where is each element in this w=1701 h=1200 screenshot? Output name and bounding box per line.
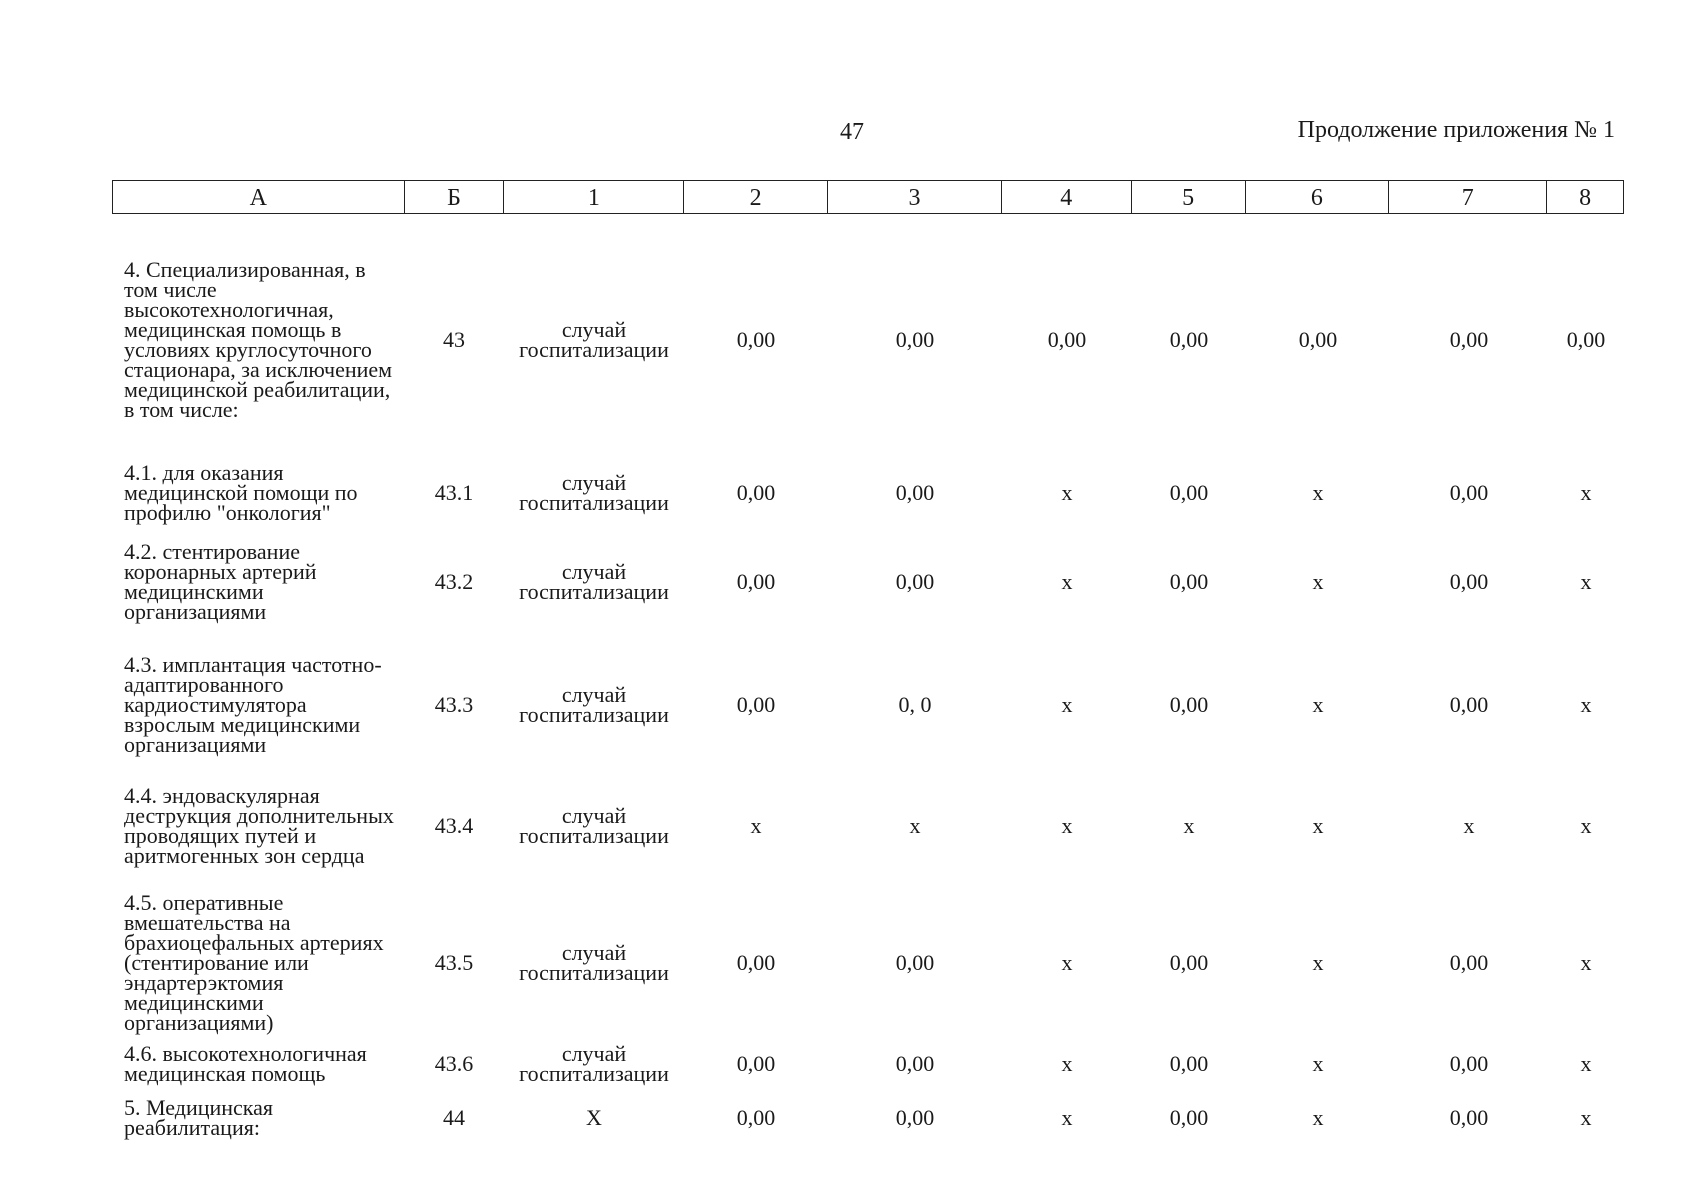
table-header-row [112, 180, 1624, 214]
row-unit: случай госпитализации [519, 317, 669, 362]
column-header-3: 3 [828, 181, 1002, 213]
row-unit: случай госпитализации [519, 803, 669, 848]
row-value-col-5: 0,00 [1169, 1105, 1209, 1130]
row-unit: случай госпитализации [519, 940, 669, 985]
row-value-col-4: х [1061, 1051, 1073, 1076]
row-value-col-5: 0,00 [1169, 692, 1209, 717]
row-value-col-5: 0,00 [1169, 327, 1209, 352]
row-value-col-3: 0, 0 [898, 692, 932, 717]
row-value-col-3: 0,00 [895, 950, 935, 975]
row-name: 4. Специализированная, в том числе высокотехнологичная, медицинская помощь в условиях круглосуточного стационара, за исключением медицинской реабилитации, в том числе: [124, 257, 393, 422]
row-value-col-8: 0,00 [1566, 327, 1606, 352]
row-value-col-2: 0,00 [736, 569, 776, 594]
column-header-2: 2 [684, 181, 828, 213]
row-value-col-5: 0,00 [1169, 480, 1209, 505]
table-row [112, 1042, 1624, 1086]
row-value-col-6: х [1312, 480, 1324, 505]
row-value-col-5: 0,00 [1169, 569, 1209, 594]
row-value-col-6: х [1312, 569, 1324, 594]
column-header-5: 5 [1132, 181, 1246, 213]
row-name: 4.6. высокотехнологичная медицинская помощь [124, 1041, 367, 1086]
row-name: 4.4. эндоваскулярная деструкция дополнительных проводящих путей и аритмогенных зон сердца [124, 783, 394, 868]
row-code: 43.6 [434, 1051, 474, 1076]
row-unit: случай госпитализации [519, 559, 669, 604]
column-header-8: 8 [1579, 184, 1592, 211]
row-value-col-7: 0,00 [1449, 1105, 1489, 1130]
row-value-col-7: 0,00 [1449, 569, 1489, 594]
row-code: 43 [443, 327, 465, 352]
row-name: 4.2. стентирование коронарных артерий медицинскими организациями [124, 539, 317, 624]
row-value-col-7: 0,00 [1449, 480, 1489, 505]
row-code: 43.2 [434, 569, 474, 594]
row-value-col-8: х [1580, 692, 1592, 717]
row-value-col-4: х [1061, 569, 1073, 594]
table-row [112, 462, 1624, 524]
row-name: 4.1. для оказания медицинской помощи по профилю "онкология" [124, 460, 358, 525]
row-value-col-4: х [1061, 950, 1073, 975]
row-value-col-2: 0,00 [736, 692, 776, 717]
row-value-col-7: 0,00 [1449, 327, 1489, 352]
row-name: 5. Медицинская реабилитация: [124, 1095, 274, 1140]
table-row [112, 890, 1624, 1036]
row-value-col-7: 0,00 [1449, 692, 1489, 717]
row-value-col-4: 0,00 [1047, 327, 1087, 352]
table-row [112, 1096, 1624, 1140]
row-value-col-5: 0,00 [1169, 950, 1209, 975]
row-unit: Х [586, 1105, 602, 1130]
row-code: 43.5 [434, 950, 474, 975]
row-code: 43.4 [434, 813, 474, 838]
row-name: 4.5. оперативные вмешательства на брахиоцефальных артериях (стентирование или эндартерэктомия медицинскими организациями) [124, 890, 384, 1035]
table-row [112, 532, 1624, 632]
row-value-col-8: х [1580, 950, 1592, 975]
row-code: 43.1 [434, 480, 474, 505]
row-value-col-3: х [909, 813, 921, 838]
column-header-7: 7 [1389, 181, 1547, 213]
column-header-6: 6 [1246, 181, 1390, 213]
row-value-col-8: х [1580, 480, 1592, 505]
column-header-b: Б [405, 181, 505, 213]
row-value-col-7: 0,00 [1449, 1051, 1489, 1076]
row-value-col-6: 0,00 [1298, 327, 1338, 352]
row-value-col-5: х [1183, 813, 1195, 838]
column-header-a: А [113, 181, 405, 213]
row-value-col-7: 0,00 [1449, 950, 1489, 975]
row-value-col-2: 0,00 [736, 480, 776, 505]
row-value-col-5: 0,00 [1169, 1051, 1209, 1076]
column-header-4: 4 [1002, 181, 1132, 213]
row-value-col-4: х [1061, 813, 1073, 838]
row-value-col-6: х [1312, 813, 1324, 838]
row-value-col-3: 0,00 [895, 1105, 935, 1130]
row-code: 43.3 [434, 692, 474, 717]
row-unit: случай госпитализации [519, 1041, 669, 1086]
row-value-col-6: х [1312, 1105, 1324, 1130]
row-value-col-8: х [1580, 1105, 1592, 1130]
row-unit: случай госпитализации [519, 682, 669, 727]
row-value-col-7: х [1463, 813, 1475, 838]
row-value-col-2: х [750, 813, 762, 838]
row-value-col-6: х [1312, 950, 1324, 975]
row-value-col-3: 0,00 [895, 1051, 935, 1076]
row-value-col-2: 0,00 [736, 327, 776, 352]
row-code: 44 [443, 1105, 465, 1130]
row-value-col-2: 0,00 [736, 1105, 776, 1130]
row-value-col-6: х [1312, 692, 1324, 717]
row-value-col-3: 0,00 [895, 569, 935, 594]
row-name: 4.3. имплантация частотно-адаптированного кардиостимулятора взрослым медицинскими организациями [124, 652, 382, 757]
row-value-col-4: х [1061, 692, 1073, 717]
row-value-col-2: 0,00 [736, 1051, 776, 1076]
row-value-col-8: х [1580, 1051, 1592, 1076]
table-row [112, 642, 1624, 768]
row-value-col-2: 0,00 [736, 950, 776, 975]
row-value-col-3: 0,00 [895, 327, 935, 352]
row-value-col-8: х [1580, 569, 1592, 594]
page-number: 47 [840, 119, 864, 145]
row-value-col-8: х [1580, 813, 1592, 838]
table-row [112, 226, 1624, 454]
continuation-label: Продолжение приложения № 1 [1297, 117, 1615, 143]
row-value-col-4: х [1061, 1105, 1073, 1130]
table-row [112, 776, 1624, 876]
row-value-col-3: 0,00 [895, 480, 935, 505]
row-value-col-6: х [1312, 1051, 1324, 1076]
column-header-1: 1 [504, 181, 684, 213]
row-value-col-4: х [1061, 480, 1073, 505]
row-unit: случай госпитализации [519, 470, 669, 515]
